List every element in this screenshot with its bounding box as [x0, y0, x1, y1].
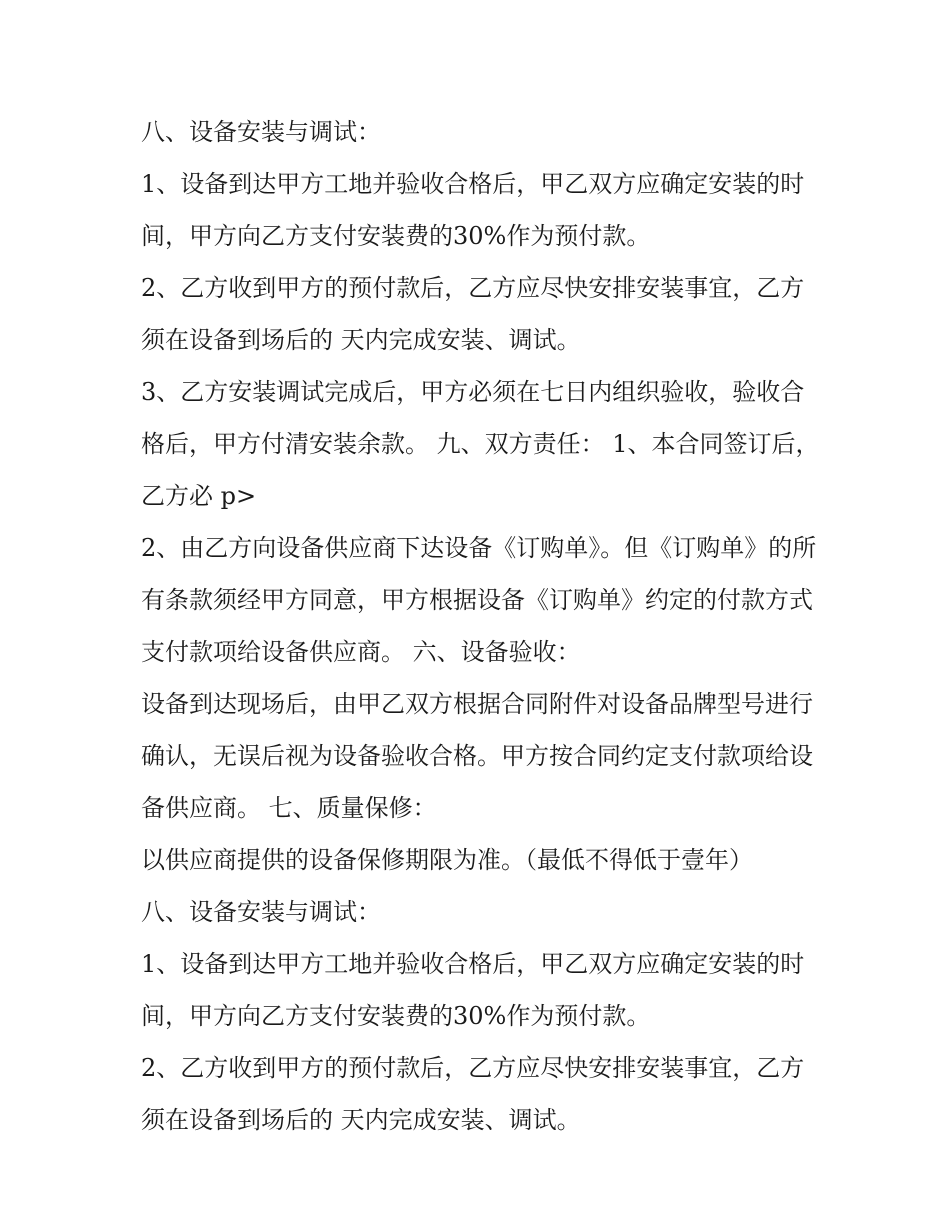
paragraph-warranty: 以供应商提供的设备保修期限为准。（最低不得低于壹年） — [141, 846, 753, 874]
paragraph-installation-1-repeat: 1、设备到达甲方工地并验收合格后，甲乙双方应确定安装的时间，甲方向乙方支付安装费的30%作为预付款。 — [141, 950, 805, 1030]
section-heading-installation: 八、设备安装与调试： — [141, 118, 381, 146]
document-body — [141, 106, 821, 1146]
paragraph-order: 2、由乙方向设备供应商下达设备《订购单》。但《订购单》的所有条款须经甲方同意，甲方根据设备《订购单》约定的付款方式支付款项给设备供应商。 六、设备验收： — [141, 534, 817, 666]
paragraph-installation-1: 1、设备到达甲方工地并验收合格后，甲乙双方应确定安装的时间，甲方向乙方支付安装费的30%作为预付款。 — [141, 170, 805, 250]
paragraph-installation-2: 2、乙方收到甲方的预付款后，乙方应尽快安排安装事宜，乙方须在设备到场后的 天内完成安装、调试。 — [141, 274, 805, 354]
section-heading-installation-repeat: 八、设备安装与调试： — [141, 898, 381, 926]
paragraph-acceptance: 设备到达现场后，由甲乙双方根据合同附件对设备品牌型号进行确认，无误后视为设备验收合格。甲方按合同约定支付款项给设备供应商。 七、质量保修： — [141, 690, 813, 822]
paragraph-installation-2-repeat: 2、乙方收到甲方的预付款后，乙方应尽快安排安装事宜，乙方须在设备到场后的 天内完成安装、调试。 — [141, 1054, 805, 1134]
paragraph-installation-3: 3、乙方安装调试完成后，甲方必须在七日内组织验收，验收合格后，甲方付清安装余款。 九、双方责任： 1、本合同签订后，乙方必 p> — [141, 378, 820, 510]
